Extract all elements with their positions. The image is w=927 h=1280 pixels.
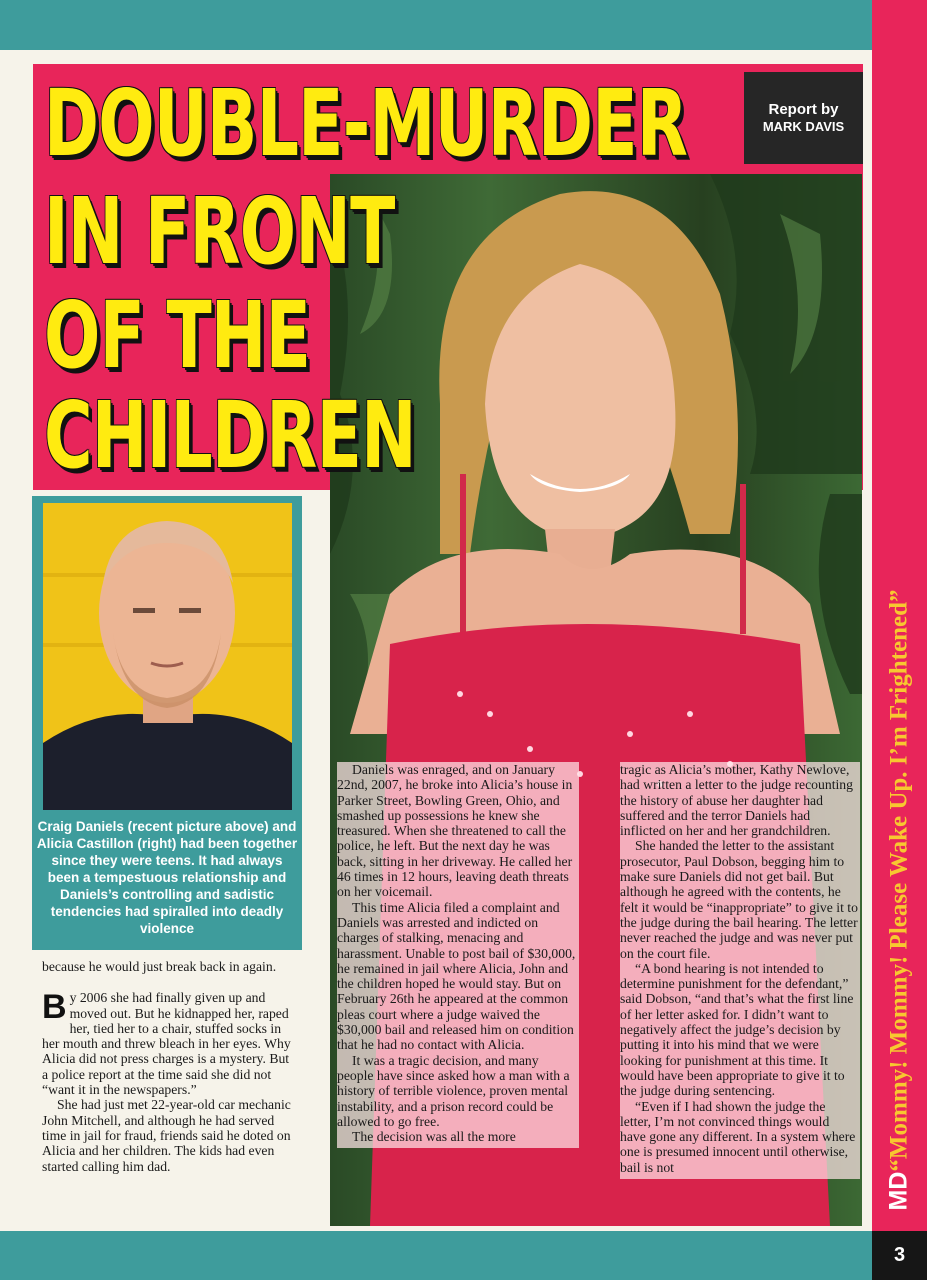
headline-line-1: DOUBLE-MURDER xyxy=(44,70,688,177)
tagline-text: “Mommy! Mommy! Please Wake Up. I’m Frightened” xyxy=(885,589,913,1172)
bottom-band xyxy=(0,1231,872,1280)
headline-line-3: OF THE xyxy=(44,282,311,389)
paragraph: “A bond hearing is not intended to determine punishment for the defendant,” said Dobson, “and that’s what the first line of her letter asked for. I didn’t want to negatively affect the judge’s decision by putting it into his mind that we were looking for punishment at this time. It would have been appropriate to give it to the judge during sentencing. xyxy=(620,960,854,1099)
paragraph: because he would just break back in again. xyxy=(42,959,277,974)
byline xyxy=(744,72,863,164)
paragraph: She handed the letter to the assistant prosecutor, Paul Dobson, begging him to make sure Daniels did not get bail. But although he agreed with the contents, he felt it would be “inappropriate” to give it to the judge during the bail hearing. The letter never reached the judge and was never put on the court file. xyxy=(620,838,858,961)
byline-label: Report by xyxy=(768,101,839,118)
drop-cap: B xyxy=(42,988,67,1027)
paragraph xyxy=(42,990,297,1097)
article-column-1 xyxy=(42,959,297,1174)
paragraph: tragic as Alicia’s mother, Kathy Newlove, had written a letter to the judge recounting the history of abuse her daughter had suffered and the terror Daniels had inflicted on her and her grandchildren. xyxy=(620,762,853,839)
paragraph-text: y 2006 she had finally given up and moved out. But he kidnapped her, raped her, tied her to a chair, stuffed socks in her mouth and threw bleach in her eyes. Why Alicia did not press charges is a mystery. But a police report at the time said she did not “want it in the newspapers.” xyxy=(42,990,291,1098)
paragraph: “Even if I had shown the judge the letter, I’m not convinced things would have gone any different. In a system where one is presumed innocent until otherwise, bail is not xyxy=(620,1098,856,1175)
paragraph: The decision was all the more xyxy=(352,1129,516,1145)
paragraph: She had just met 22-year-old car mechanic John Mitchell, and although he had served time in jail for fraud, friends said he doted on Alicia and her children. The kids had even started calling him dad. xyxy=(42,1097,291,1174)
side-tagline xyxy=(885,590,914,1211)
article-column-2 xyxy=(337,762,579,1148)
headline-line-2: IN FRONT xyxy=(44,178,395,285)
article-column-3 xyxy=(620,762,860,1179)
paragraph: This time Alicia filed a complaint and Daniels was arrested and indicted on charges of stalking, menacing and harassment. Unable to post bail of $30,000, he remained in jail where Alicia, John and the children hoped he would stay. But on February 26th he appeared at the common pleas court where a judge waived the $30,000 bail and released him on condition that he had no contact with Alicia. xyxy=(337,899,576,1053)
byline-name: MARK DAVIS xyxy=(762,119,845,134)
top-band xyxy=(0,0,872,50)
photo-caption: Craig Daniels (recent picture above) and Alicia Castillon (right) had been together since they were teens. It had always been a tempestuous relationship and Daniels’s controlling and sadistic tendencies had spiralled into deadly violence xyxy=(36,819,298,936)
paragraph: It was a tragic decision, and many people have since asked how a man with a history of terrible violence, proven mental instability, and a prison record could be allowed to go free. xyxy=(337,1052,570,1129)
paragraph: Daniels was enraged, and on January 22nd, 2007, he broke into Alicia’s house in Parker Street, Bowling Green, Ohio, and smashed up possessions he knew she treasured. When she threatened to call the police, he left. But the next day he was back, sitting in her driveway. He called her 46 times in 12 hours, leaving death threats on her voicemail. xyxy=(337,762,573,900)
brand-logo: MD xyxy=(884,1171,913,1211)
man-photo xyxy=(43,503,292,810)
page-number: 3 xyxy=(872,1231,927,1280)
headline-line-4: CHILDREN xyxy=(44,382,416,489)
